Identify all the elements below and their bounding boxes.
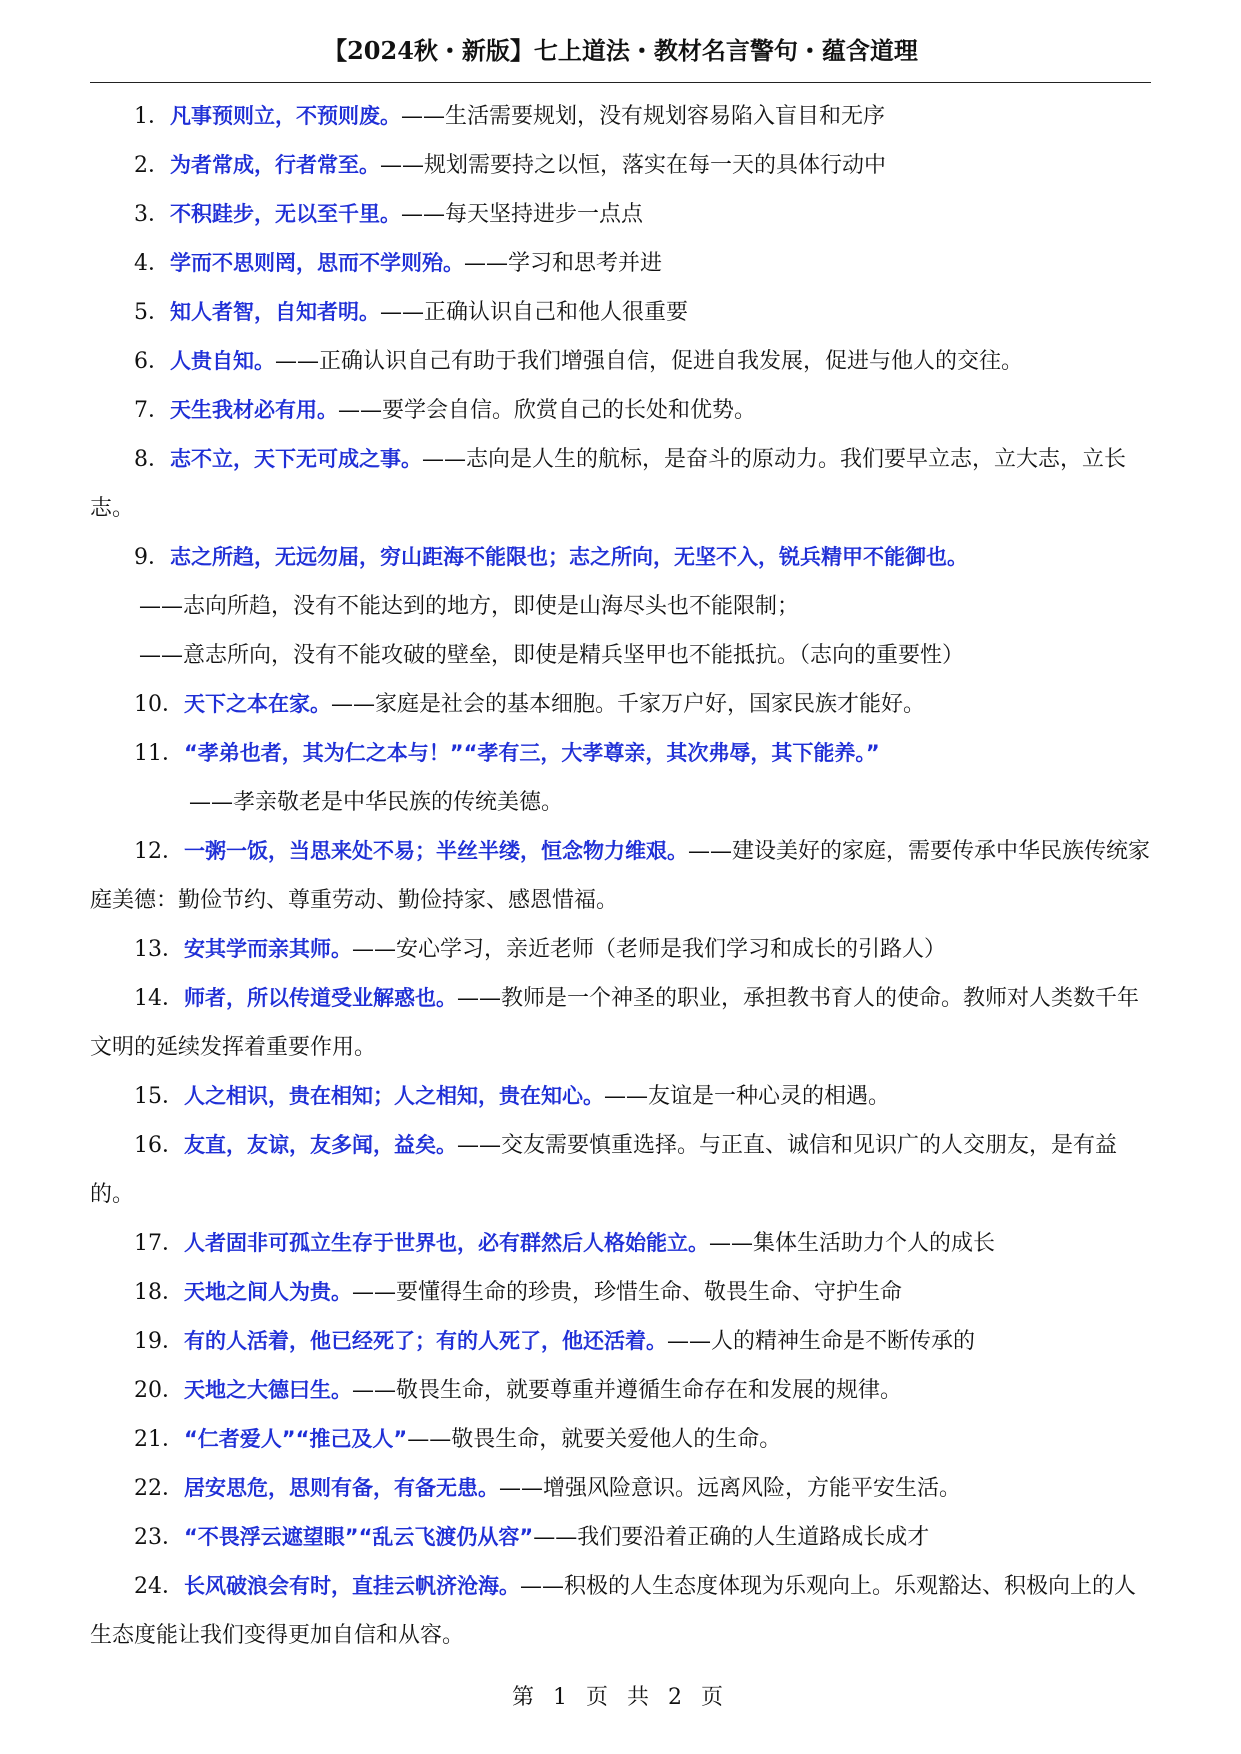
- list-item: 8．志不立，天下无可成之事。——志向是人生的航标，是奋斗的原动力。我们要早立志，立大志，立长志。: [90, 447, 1127, 521]
- explanation-text: ——要学会自信。欣赏自己的长处和优势。: [338, 398, 757, 423]
- explanation-text: ——交友需要慎重选择。与正直、诚信和见识广的人交朋友，是有益的。: [90, 1133, 1118, 1207]
- quote-list: [90, 92, 1151, 1660]
- explanation-text: ——正确认识自己有助于我们增强自信，促进自我发展，促进与他人的交往。: [275, 349, 1024, 374]
- quote-text: 师者，所以传道受业解惑也。: [184, 986, 457, 1010]
- explanation-text: ——正确认识自己和他人很重要: [380, 300, 689, 325]
- list-item: 16．友直，友谅，友多闻，益矣。——交友需要慎重选择。与正直、诚信和见识广的人交朋友，是有益的。: [90, 1133, 1118, 1207]
- list-item: 14．师者，所以传道受业解惑也。——教师是一个神圣的职业，承担教书育人的使命。教师对人类数千年文明的延续发挥着重要作用。: [90, 986, 1140, 1060]
- list-item: 7．天生我材必有用。——要学会自信。欣赏自己的长处和优势。: [134, 398, 757, 423]
- list-item: 20．天地之大德曰生。——敬畏生命，就要尊重并遵循生命存在和发展的规律。: [134, 1378, 903, 1403]
- explanation-text: ——安心学习，亲近老师（老师是我们学习和成长的引路人）: [352, 937, 947, 962]
- quote-text: 为者常成，行者常至。: [170, 153, 380, 177]
- quote-text: 天下之本在家。: [184, 692, 331, 716]
- explanation-text: ——集体生活助力个人的成长: [709, 1231, 996, 1256]
- list-item: 15．人之相识，贵在相知；人之相知，贵在知心。——友谊是一种心灵的相遇。: [134, 1084, 891, 1109]
- list-item: 6．人贵自知。——正确认识自己有助于我们增强自信，促进自我发展，促进与他人的交往。: [134, 349, 1024, 374]
- quote-text: “仁者爱人”“推己及人”: [184, 1427, 408, 1451]
- page-title: 【2024秋・新版】七上道法・教材名言警句・蕴含道理: [323, 36, 918, 65]
- quote-text: 人之相识，贵在相知；人之相知，贵在知心。: [184, 1084, 604, 1108]
- explanation-line: ——意志所向，没有不能攻破的壁垒，即使是精兵坚甲也不能抵抗。（志向的重要性）: [139, 643, 965, 668]
- quote-text: 长风破浪会有时，直挂云帆济沧海。: [184, 1574, 520, 1598]
- explanation-text: ——家庭是社会的基本细胞。千家万户好，国家民族才能好。: [331, 692, 926, 717]
- list-item: 10．天下之本在家。——家庭是社会的基本细胞。千家万户好，国家民族才能好。: [134, 692, 926, 717]
- quote-text: 人者固非可孤立生存于世界也，必有群然后人格始能立。: [184, 1231, 709, 1255]
- explanation-text: ——生活需要规划，没有规划容易陷入盲目和无序: [401, 104, 886, 129]
- explanation-text: ——人的精神生命是不断传承的: [667, 1329, 976, 1354]
- list-item: 5．知人者智，自知者明。——正确认识自己和他人很重要: [134, 300, 689, 325]
- explanation-text: ——教师是一个神圣的职业，承担教书育人的使命。教师对人类数千年文明的延续发挥着重要作用。: [90, 986, 1140, 1060]
- explanation-text: ——学习和思考并进: [464, 251, 663, 276]
- explanation-text: ——规划需要持之以恒，落实在每一天的具体行动中: [380, 153, 887, 178]
- list-item: 21．“仁者爱人”“推己及人”——敬畏生命，就要关爱他人的生命。: [134, 1427, 782, 1452]
- quote-text: 有的人活着，他已经死了；有的人死了，他还活着。: [184, 1329, 667, 1353]
- list-item: 1．凡事预则立，不预则废。——生活需要规划，没有规划容易陷入盲目和无序: [134, 104, 886, 129]
- quote-text: 学而不思则罔，思而不学则殆。: [170, 251, 464, 275]
- explanation-line: ——志向所趋，没有不能达到的地方，即使是山海尽头也不能限制；: [139, 594, 800, 619]
- quote-text: 凡事预则立，不预则废。: [170, 104, 401, 128]
- quote-text: 知人者智，自知者明。: [170, 300, 380, 324]
- explanation-text: ——友谊是一种心灵的相遇。: [604, 1084, 891, 1109]
- quote-text: 志之所趋，无远勿届，穷山距海不能限也；志之所向，无坚不入，锐兵精甲不能御也。: [170, 545, 968, 569]
- quote-text: 安其学而亲其师。: [184, 937, 352, 961]
- list-item: 22．居安思危，思则有备，有备无患。——增强风险意识。远离风险，方能平安生活。: [134, 1476, 962, 1501]
- explanation-text: ——敬畏生命，就要关爱他人的生命。: [407, 1427, 782, 1452]
- list-item: 2．为者常成，行者常至。——规划需要持之以恒，落实在每一天的具体行动中: [134, 153, 887, 178]
- quote-text: 不积跬步，无以至千里。: [170, 202, 401, 226]
- quote-text: 天地之大德曰生。: [184, 1378, 352, 1402]
- list-item: 3．不积跬步，无以至千里。——每天坚持进步一点点: [134, 202, 644, 227]
- quote-text: 天生我材必有用。: [170, 398, 338, 422]
- page-footer: [0, 1680, 1241, 1711]
- explanation-text: ——增强风险意识。远离风险，方能平安生活。: [499, 1476, 962, 1501]
- explanation-line: ——孝亲敬老是中华民族的传统美德。: [189, 790, 564, 815]
- explanation-text: ——敬畏生命，就要尊重并遵循生命存在和发展的规律。: [352, 1378, 903, 1403]
- page-number: 第 1 页 共 2 页: [512, 1685, 729, 1710]
- quote-text: 天地之间人为贵。: [184, 1280, 352, 1304]
- explanation-text: ——建设美好的家庭，需要传承中华民族传统家庭美德：勤俭节约、尊重劳动、勤俭持家、感恩惜福。: [90, 839, 1151, 913]
- list-item: 11．“孝弟也者，其为仁之本与！”“孝有三，大孝尊亲，其次弗辱，其下能养。”: [134, 741, 880, 766]
- list-item: 17．人者固非可孤立生存于世界也，必有群然后人格始能立。——集体生活助力个人的成长: [134, 1231, 996, 1256]
- page-header: [90, 30, 1151, 83]
- quote-text: “孝弟也者，其为仁之本与！”“孝有三，大孝尊亲，其次弗辱，其下能养。”: [184, 741, 880, 765]
- explanation-text: ——积极的人生态度体现为乐观向上。乐观豁达、积极向上的人生态度能让我们变得更加自信和从容。: [90, 1574, 1137, 1648]
- explanation-text: ——我们要沿着正确的人生道路成长成才: [533, 1525, 930, 1550]
- list-item: 24．长风破浪会有时，直挂云帆济沧海。——积极的人生态度体现为乐观向上。乐观豁达、积极向上的人生态度能让我们变得更加自信和从容。: [90, 1574, 1137, 1648]
- quote-text: 友直，友谅，友多闻，益矣。: [184, 1133, 457, 1157]
- list-item: 13．安其学而亲其师。——安心学习，亲近老师（老师是我们学习和成长的引路人）: [134, 937, 947, 962]
- explanation-text: ——每天坚持进步一点点: [401, 202, 644, 227]
- quote-text: “不畏浮云遮望眼”“乱云飞渡仍从容”: [184, 1525, 534, 1549]
- quote-text: 人贵自知。: [170, 349, 275, 373]
- list-item: 23．“不畏浮云遮望眼”“乱云飞渡仍从容”——我们要沿着正确的人生道路成长成才: [134, 1525, 930, 1550]
- quote-text: 志不立，天下无可成之事。: [170, 447, 422, 471]
- list-item: 12．一粥一饭，当思来处不易；半丝半缕，恒念物力维艰。——建设美好的家庭，需要传承中华民族传统家庭美德：勤俭节约、尊重劳动、勤俭持家、感恩惜福。: [90, 839, 1151, 913]
- explanation-text: ——要懂得生命的珍贵，珍惜生命、敬畏生命、守护生命: [352, 1280, 903, 1305]
- list-item: 9．志之所趋，无远勿届，穷山距海不能限也；志之所向，无坚不入，锐兵精甲不能御也。: [134, 545, 968, 570]
- list-item: 4．学而不思则罔，思而不学则殆。——学习和思考并进: [134, 251, 663, 276]
- explanation-text: ——志向是人生的航标，是奋斗的原动力。我们要早立志，立大志，立长志。: [90, 447, 1127, 521]
- quote-text: 一粥一饭，当思来处不易；半丝半缕，恒念物力维艰。: [184, 839, 688, 863]
- list-item: 19．有的人活着，他已经死了；有的人死了，他还活着。——人的精神生命是不断传承的: [134, 1329, 976, 1354]
- list-item: 18．天地之间人为贵。——要懂得生命的珍贵，珍惜生命、敬畏生命、守护生命: [134, 1280, 903, 1305]
- quote-text: 居安思危，思则有备，有备无患。: [184, 1476, 499, 1500]
